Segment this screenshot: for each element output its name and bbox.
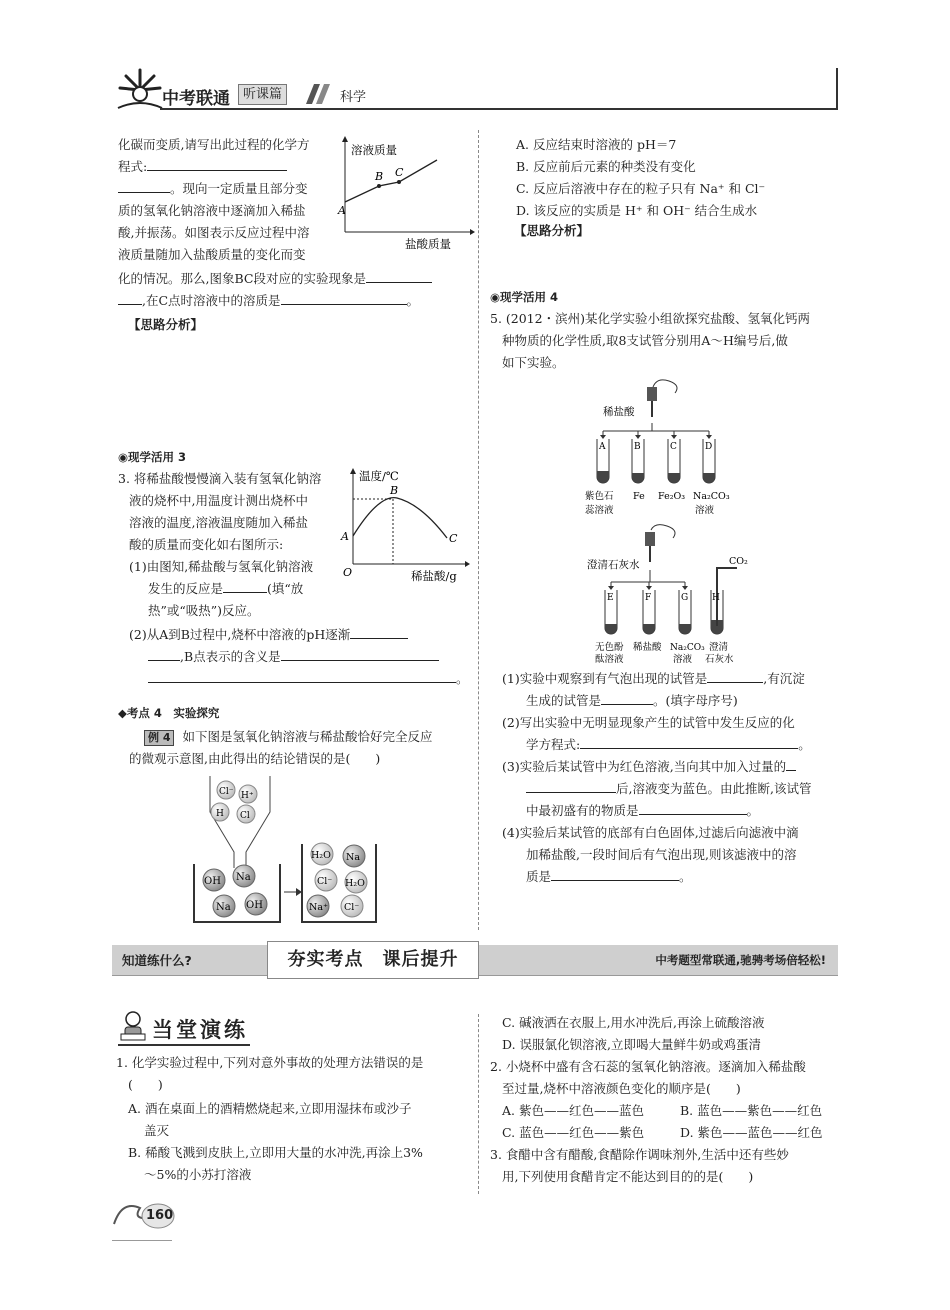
svg-text:H₂O: H₂O <box>311 850 331 861</box>
q3-line: 溶液的温度,溶液温度随加入稀盐 <box>129 515 308 530</box>
svg-text:OH: OH <box>246 900 263 911</box>
svg-text:蕊溶液: 蕊溶液 <box>585 505 614 516</box>
q5-line: 如下实验。 <box>502 355 565 370</box>
svg-text:紫色石: 紫色石 <box>585 491 614 502</box>
q-intro-line: 酸,并振荡。如图表示反应过程中溶 <box>118 225 310 240</box>
page-number: 160 <box>146 1208 174 1223</box>
analysis-label: 【思路分析】 <box>128 317 204 332</box>
graph1-point-a: A <box>338 204 346 217</box>
practice-q1-option: ～5%的小苏打溶液 <box>144 1167 252 1182</box>
q3-line: 液的烧杯中,用温度计测出烧杯中 <box>129 493 308 508</box>
svg-text:Na₂CO₃: Na₂CO₃ <box>670 643 705 653</box>
svg-text:H: H <box>216 809 224 819</box>
svg-text:Na: Na <box>236 872 251 883</box>
svg-text:Cl⁻: Cl⁻ <box>344 902 360 913</box>
svg-text:B: B <box>634 442 641 452</box>
q-intro-line: 。现向一定质量且部分变 <box>118 178 308 200</box>
practice-q3: 3. 食醋中含有醋酸,食醋除作调味剂外,生活中还有些妙 <box>490 1147 789 1162</box>
page-header <box>110 62 838 114</box>
q-intro-line: 液质量随加入盐酸质量的变化而变 <box>118 247 306 262</box>
temperature-graph <box>335 466 470 586</box>
option-c: C. 反应后溶液中存在的粒子只有 Na⁺ 和 Cl⁻ <box>516 181 766 196</box>
practice-q1-option: B. 稀酸飞溅到皮肤上,立即用大量的水冲洗,再涂上3% <box>128 1145 423 1160</box>
svg-text:F: F <box>645 593 652 603</box>
micro-reaction-diagram <box>190 772 380 928</box>
column-divider <box>478 130 479 930</box>
practice-q2-option: D. 紫色——蓝色——红色 <box>680 1125 823 1140</box>
svg-text:C: C <box>670 442 677 452</box>
q-intro-line: 程式: <box>118 156 287 178</box>
experiment-1-diagram <box>585 375 745 520</box>
option-a: A. 反应结束时溶液的 pH＝7 <box>516 137 677 152</box>
graph2-ylabel: 温度/℃ <box>359 469 399 483</box>
practice-q1-option: 盖灭 <box>144 1123 170 1138</box>
q5-sub3: 后,溶液变为蓝色。由此推断,该试管 <box>526 778 811 800</box>
banner-left: 知道练什么? <box>122 953 192 968</box>
svg-text:溶液: 溶液 <box>695 505 715 516</box>
brand-title: 中考联通 <box>162 89 230 109</box>
svg-text:Na: Na <box>346 852 360 863</box>
example-line: 例 4 如下图是氢氧化钠溶液与稀盐酸恰好完全反应 <box>144 726 432 748</box>
svg-text:H₂O: H₂O <box>345 878 365 889</box>
svg-text:Cl⁻: Cl⁻ <box>219 787 234 797</box>
q5-sub1: 生成的试管是 。(填字母序号) <box>526 690 738 712</box>
option-b: B. 反应前后元素的种类没有变化 <box>516 159 696 174</box>
banner-right: 中考题型常联通,驰骋考场倍轻松! <box>655 953 826 967</box>
svg-text:Na: Na <box>216 902 231 913</box>
kaodian-title: ◆考点 4 实验探究 <box>118 706 220 720</box>
q3-line: 热”或“吸热”)反应。 <box>148 603 260 618</box>
q5-line: 种物质的化学性质,取8支试管分别用A～H编号后,做 <box>502 333 788 348</box>
q5-sub2: 学方程式: 。 <box>526 734 811 756</box>
q-intro-line: ,在C点时溶液中的溶质是 。 <box>118 290 419 312</box>
q3-line: ,B点表示的含义是 <box>148 646 439 668</box>
graph1-point-c: C <box>395 166 404 179</box>
svg-text:无色酚: 无色酚 <box>595 642 624 653</box>
q5-line: 5. (2012・滨州)某化学实验小组欲探究盐酸、氢氧化钙两 <box>490 311 810 326</box>
apply3-title: ◉现学活用 3 <box>118 450 187 464</box>
q5-sub4: (4)实验后某试管的底部有白色固体,过滤后向滤液中滴 <box>502 825 799 840</box>
graph1-ylabel: 溶液质量 <box>351 143 397 157</box>
svg-text:Fe₂O₃: Fe₂O₃ <box>658 491 686 502</box>
practice-title-rule <box>118 1044 250 1046</box>
svg-text:Na⁺: Na⁺ <box>309 902 328 913</box>
q3-line: 酸的质量而变化如右图所示: <box>129 537 284 552</box>
svg-text:Fe: Fe <box>633 491 645 502</box>
graph2-xlabel: 稀盐酸/g <box>411 569 457 583</box>
subject-label: 科学 <box>340 90 367 105</box>
graph2-point-a: A <box>341 530 349 543</box>
q5-sub3: 中最初盛有的物质是 。 <box>526 800 759 822</box>
footer-rule <box>112 1240 172 1241</box>
apply4-title: ◉现学活用 4 <box>490 290 559 304</box>
practice-q2: 至过量,烧杯中溶液颜色变化的顺序是( ) <box>502 1081 741 1096</box>
svg-text:Na₂CO₃: Na₂CO₃ <box>693 491 730 502</box>
graph2-point-c: C <box>449 532 458 545</box>
practice-q1-option: A. 酒在桌面上的酒精燃烧起来,立即用湿抹布或沙子 <box>128 1101 412 1116</box>
header-rule <box>160 108 838 110</box>
svg-text:H: H <box>712 593 720 603</box>
option-d: D. 该反应的实质是 H⁺ 和 OH⁻ 结合生成水 <box>516 203 758 218</box>
graph2-point-b: B <box>390 484 399 497</box>
svg-text:Cl⁻: Cl⁻ <box>317 876 333 887</box>
sun-logo-icon <box>110 62 170 112</box>
column-divider <box>478 1014 479 1194</box>
graph2-origin: O <box>343 566 353 579</box>
section-label: 听课篇 <box>238 84 287 105</box>
q5-sub4: 加稀盐酸,一段时间后有气泡出现,则该滤液中的溶 <box>526 847 797 862</box>
example-line: 的微观示意图,由此得出的结论错误的是( ) <box>129 751 381 766</box>
section-banner <box>112 945 838 976</box>
q-intro-line: 化碳而变质,请写出此过程的化学方 <box>118 137 310 152</box>
banner-middle: 夯实考点 课后提升 <box>267 941 479 979</box>
svg-text:H⁺: H⁺ <box>241 791 254 801</box>
exp1-reagent: 稀盐酸 <box>603 406 635 418</box>
q3-line: 。 <box>148 668 469 690</box>
svg-text:Cl: Cl <box>240 811 250 821</box>
q5-sub2: (2)写出实验中无明显现象产生的试管中发生反应的化 <box>502 715 795 730</box>
header-rule-vertical <box>836 68 838 110</box>
practice-q2: 2. 小烧杯中盛有含石蕊的氢氧化钠溶液。逐滴加入稀盐酸 <box>490 1059 806 1074</box>
practice-q2-option: B. 蓝色——紫色——红色 <box>680 1103 823 1118</box>
svg-text:G: G <box>681 593 689 603</box>
q3-line: (2)从A到B过程中,烧杯中溶液的pH逐渐 <box>129 624 408 646</box>
practice-q2-option: A. 紫色——红色——蓝色 <box>502 1103 644 1118</box>
practice-title: 当堂演练 <box>152 1018 248 1042</box>
q-intro-line: 化的情况。那么,图象BC段对应的实验现象是 <box>118 268 432 290</box>
graph1-point-b: B <box>375 170 384 183</box>
practice-q3: 用,下列使用食醋肯定不能达到目的的是( ) <box>502 1169 754 1184</box>
svg-text:E: E <box>607 593 614 603</box>
analysis-label: 【思路分析】 <box>514 223 590 238</box>
slash-decoration-icon <box>300 84 334 104</box>
q3-line: 3. 将稀盐酸慢慢滴入装有氢氧化钠溶 <box>118 471 322 486</box>
svg-text:OH: OH <box>204 876 221 887</box>
practice-q1: ( ) <box>128 1077 163 1092</box>
exp2-reagent: 澄清石灰水 <box>587 559 640 571</box>
exp2-gas: CO₂ <box>729 556 748 567</box>
svg-text:石灰水: 石灰水 <box>705 654 734 665</box>
example-tag: 例 4 <box>144 730 174 746</box>
q3-line: 发生的反应是 (填“放 <box>148 578 303 600</box>
practice-q2-option: C. 蓝色——红色——紫色 <box>502 1125 645 1140</box>
svg-text:稀盐酸: 稀盐酸 <box>633 642 662 653</box>
practice-q1-option: C. 碱液洒在衣服上,用水冲洗后,再涂上硫酸溶液 <box>502 1015 765 1030</box>
solution-mass-graph <box>335 134 475 254</box>
q-intro-line: 质的氢氧化钠溶液中逐滴加入稀盐 <box>118 203 306 218</box>
student-reading-icon <box>118 1010 148 1044</box>
svg-text:澄清: 澄清 <box>709 642 729 653</box>
q5-sub3: (3)实验后某试管中为红色溶液,当向其中加入过量的 <box>502 756 796 778</box>
svg-text:A: A <box>599 442 606 452</box>
svg-text:D: D <box>705 442 713 452</box>
experiment-2-diagram <box>585 524 755 666</box>
q5-sub1: (1)实验中观察到有气泡出现的试管是 ,有沉淀 <box>502 668 805 690</box>
practice-q1: 1. 化学实验过程中,下列对意外事故的处理方法错误的是 <box>116 1055 424 1070</box>
practice-q1-option: D. 误服氯化钡溶液,立即喝大量鲜牛奶或鸡蛋清 <box>502 1037 761 1052</box>
graph1-xlabel: 盐酸质量 <box>405 237 451 251</box>
q3-line: (1)由图知,稀盐酸与氢氧化钠溶液 <box>129 559 314 574</box>
svg-text:溶液: 溶液 <box>673 654 693 665</box>
svg-text:酞溶液: 酞溶液 <box>595 654 624 665</box>
q5-sub4: 质是 。 <box>526 866 692 888</box>
